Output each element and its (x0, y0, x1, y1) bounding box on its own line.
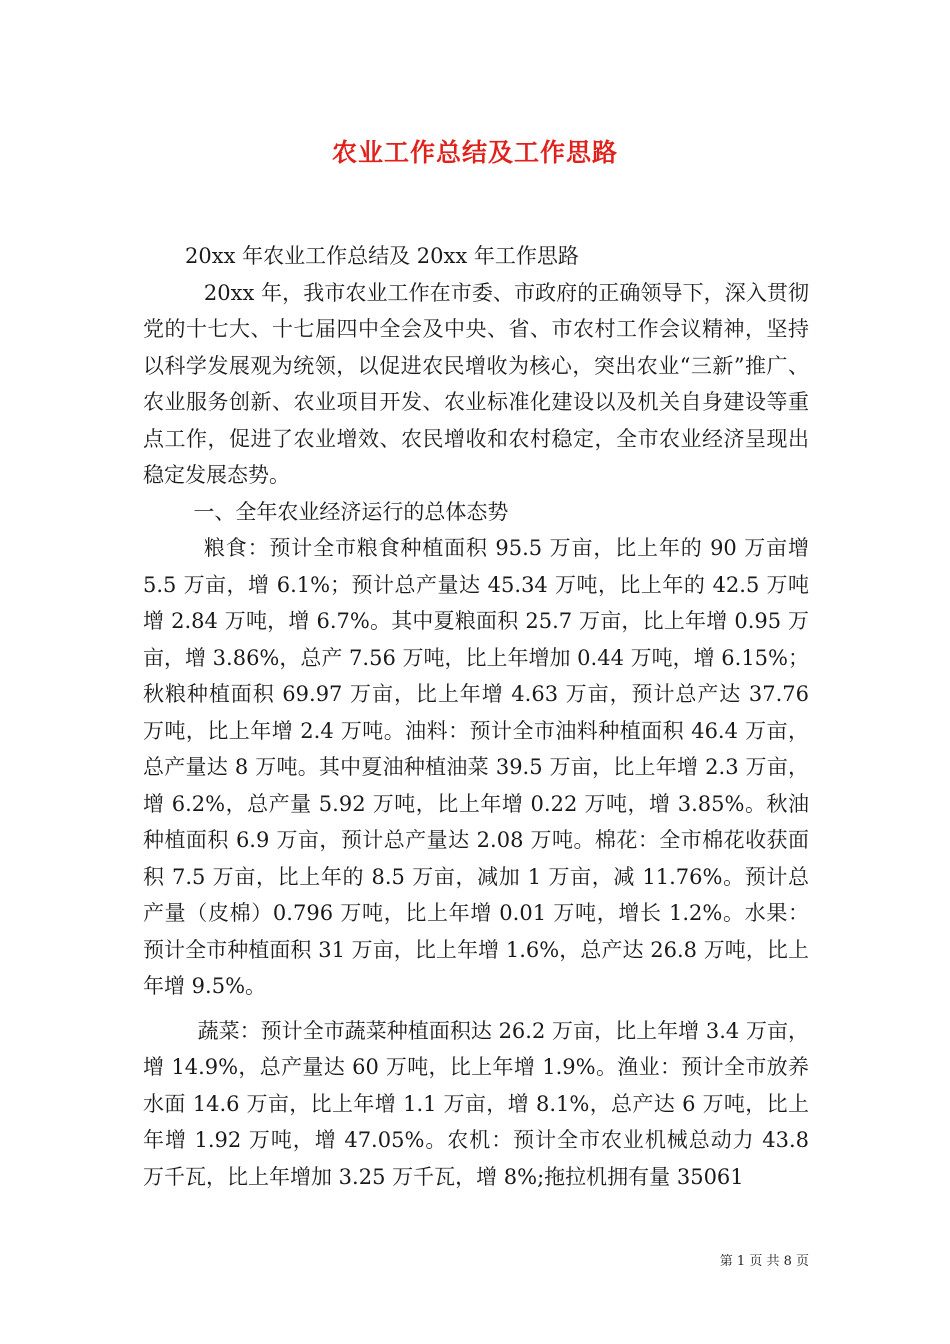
section-heading: 一、全年农业经济运行的总体态势 (193, 499, 509, 524)
document-body (143, 238, 809, 1195)
intro-paragraph: 20xx 年，我市农业工作在市委、市政府的正确领导下，深入贯彻党的十七大、十七届四中全会及中央、省、市农村工作会议精神，坚持以科学发展观为统领，以促进农民增收为核心，突出农业“三新”推广、农业服务创新、农业项目开发、农业标准化建设以及机关自身建设等重点工作，促进了农业增效、农民增收和农村稳定，全市农业经济呈现出稳定发展态势。 (143, 280, 809, 487)
document-title: 农业工作总结及工作思路 (331, 138, 618, 167)
grain-oil-cotton-fruit-paragraph: 粮食：预计全市粮食种植面积 95.5 万亩，比上年的 90 万亩增 5.5 万亩，增 6.1%；预计总产量达 45.34 万吨，比上年的 42.5 万吨增 2.84 万吨，增 6.7%。其中夏粮面积 25.7 万亩，比上年增 0.95 万亩，增 3.86%，总产 7.56 万吨，比上年增加 0.44 万吨，增 6.15%；秋粮种植面积 69.97 万亩，比上年增 4.63 万亩，预计总产达 37.76 万吨，比上年增 2.4 万吨。油料：预计全市油料种植面积 46.4 万亩，总产量达 8 万吨。其中夏油种植油菜 39.5 万亩，比上年增 2.3 万亩，增 6.2%，总产量 5.92 万吨，比上年增 0.22 万吨，增 3.85%。秋油种植面积 6.9 万亩，预计总产量达 2.08 万吨。棉花：全市棉花收获面积 7.5 万亩，比上年的 8.5 万亩，减加 1 万亩，减 11.76%。预计总产量（皮棉）0.796 万吨，比上年增 0.01 万吨，增长 1.2%。水果：预计全市种植面积 31 万亩，比上年增 1.6%，总产达 26.8 万吨，比上年增 9.5%。 (143, 536, 809, 998)
vegetable-fishery-machinery-paragraph: 蔬菜：预计全市蔬菜种植面积达 26.2 万亩，比上年增 3.4 万亩，增 14.9%，总产量达 60 万吨，比上年增 1.9%。渔业：预计全市放养水面 14.6 万亩，比上年增 1.1 万亩，增 8.1%，总产达 6 万吨，比上年增 1.92 万吨，增 47.05%。农机：预计全市农业机械总动力 43.8 万千瓦，比上年增加 3.25 万千瓦，增 8%;拖拉机拥有量 35061 (143, 1018, 809, 1189)
subtitle-paragraph: 20xx 年农业工作总结及 20xx 年工作思路 (185, 244, 579, 268)
page-number: 第 1 页 共 8 页 (719, 1254, 809, 1269)
